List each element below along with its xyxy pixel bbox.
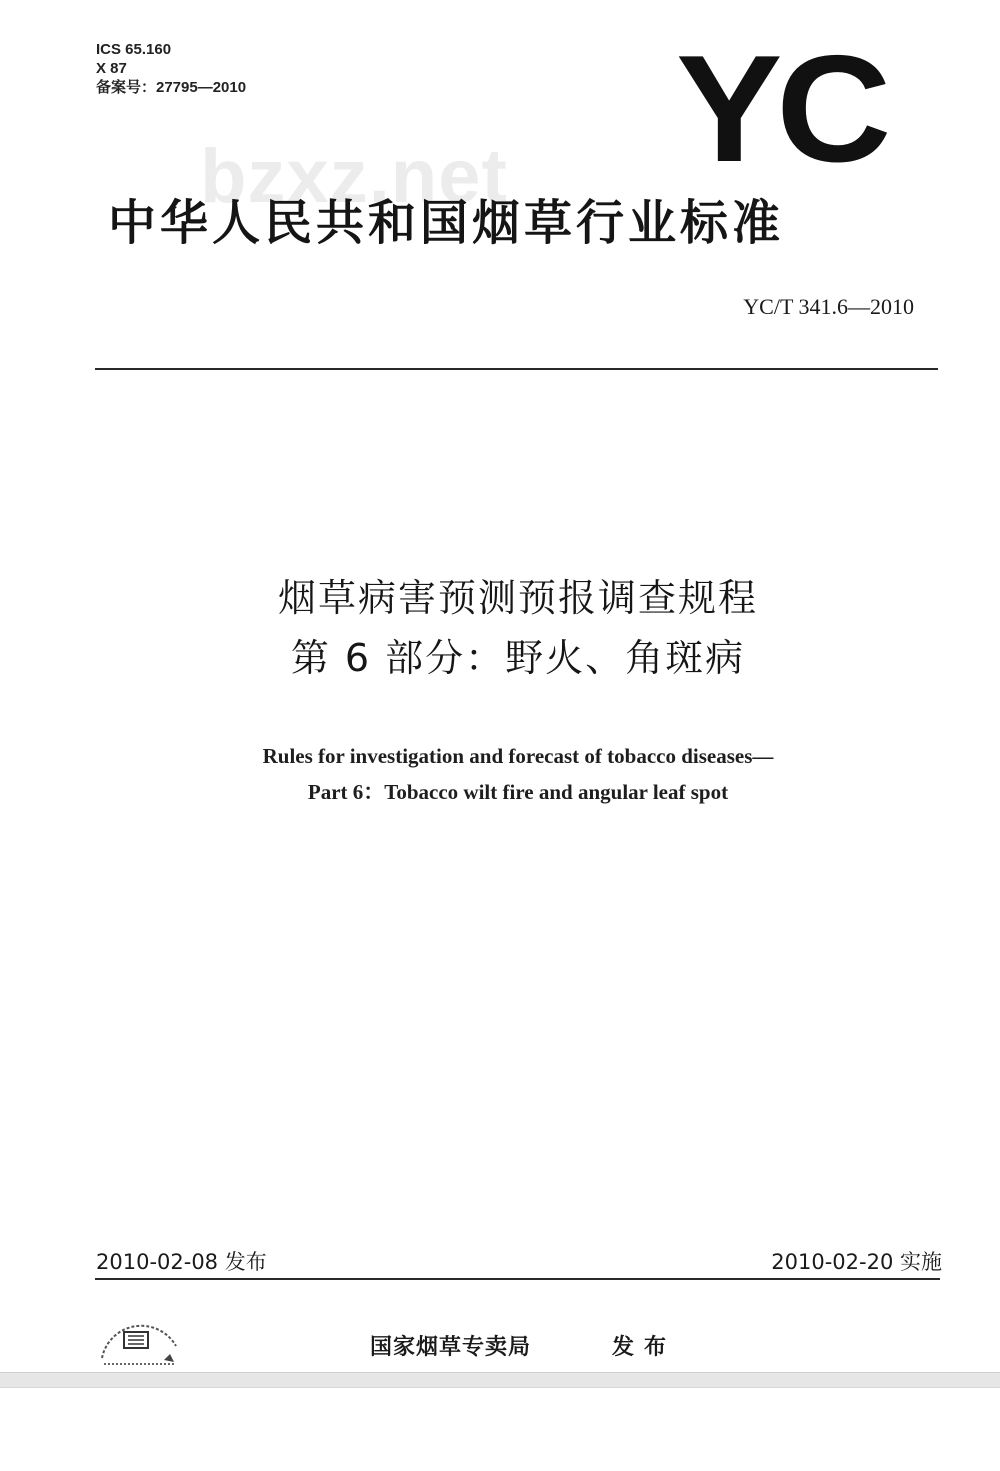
- page-bottom-band: [0, 1372, 1000, 1388]
- publisher-name: 国家烟草专卖局: [370, 1335, 532, 1360]
- watermark: bzxz.net: [200, 134, 508, 219]
- english-title-line2: Part 6：Tobacco wilt fire and angular leaf spot: [307, 780, 729, 804]
- yc-logo: YC: [676, 24, 886, 194]
- issue-date-label: 发布: [224, 1250, 267, 1274]
- record-number: 备案号：27795—2010: [96, 79, 247, 96]
- chinese-title: [0, 568, 1000, 688]
- implementation-date-value: 2010-02-20: [771, 1250, 894, 1274]
- chinese-title-line1: 烟草病害预测预报调查规程: [277, 576, 758, 620]
- classification-block: [96, 40, 246, 97]
- class-code: X 87: [96, 60, 127, 77]
- issue-date-value: 2010-02-08: [96, 1250, 219, 1274]
- organization-title: 中华人民共和国烟草行业标准: [108, 195, 785, 251]
- publisher-seal-icon: [94, 1306, 184, 1372]
- publisher-action: 发布: [612, 1335, 677, 1360]
- standard-number: YC/T 341.6—2010: [743, 294, 914, 319]
- footer-divider: [95, 1278, 940, 1280]
- implementation-date-label: 实施: [900, 1250, 942, 1274]
- header-divider: [95, 368, 938, 370]
- implementation-date: [771, 1246, 942, 1276]
- issue-date: [96, 1246, 267, 1276]
- english-title-line1: Rules for investigation and forecast of tobacco diseases—: [262, 744, 774, 768]
- english-title: [0, 738, 1000, 810]
- chinese-title-line2: 第 6 部分：野火、角斑病: [290, 636, 746, 680]
- ics-code: ICS 65.160: [96, 41, 172, 58]
